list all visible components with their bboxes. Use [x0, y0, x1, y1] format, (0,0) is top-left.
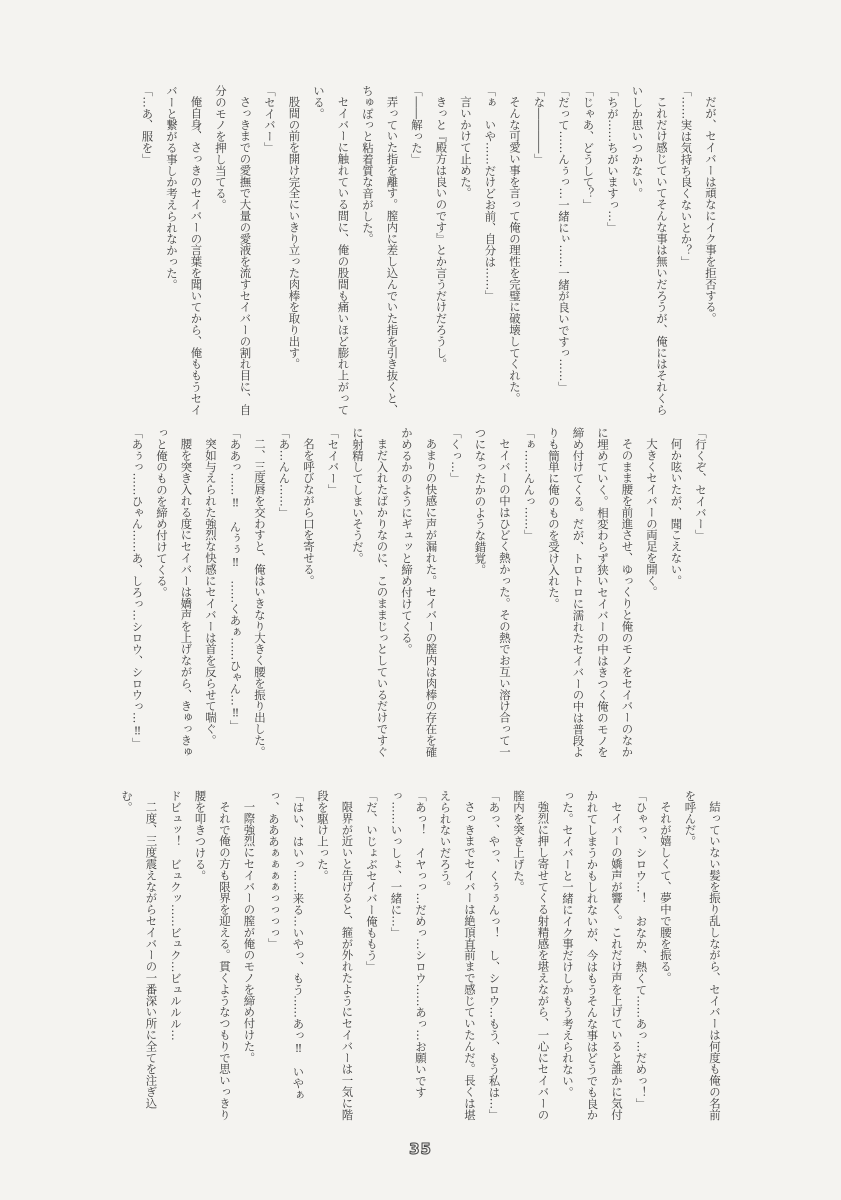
text-block-top [135, 85, 723, 417]
paragraph: 大きくセイバーの両足を開く。 [645, 438, 659, 598]
paragraph: 「くっ…」 [449, 427, 463, 484]
paragraph: 「セイバー」 [263, 85, 277, 154]
paragraph: さっきまでの愛撫で大量の愛液を流すセイバーの割れ目に、自分のモノを押し当てる。 [214, 85, 253, 416]
paragraph: 「じゃあ、どうして？」 [581, 85, 596, 211]
paragraph: セイバーに触れている間に、俺の股間も痛いほど膨れ上がっている。 [312, 85, 351, 416]
paragraph: 「な――――」 [532, 85, 547, 165]
paragraph: 「ああっ……‼ んぅぅ‼ ……くあぁ……ひゃん…‼」 [228, 427, 243, 732]
paragraph: あまりの快感に声が漏れた。セイバーの膣内は肉棒の存在を確かめるかのようにギュッと締め付けてくる。 [400, 427, 439, 758]
paragraph: 「ぁ いや……だけどお前、自分は……」 [483, 85, 498, 302]
paragraph: 腰を突き入れる度にセイバーは嬌声を上げながら、きゅっきゅっと俺のものを締め付けてくる。 [155, 427, 194, 758]
paragraph: これだけ感じていてそんな事は無いだろうが、俺にはそれくらいしか思いつかない。 [630, 85, 669, 416]
paragraph: 「はい、はいっ……来る…いやっ、もう……あっ‼ いやぁっ、あああぁぁぁぁっっっっ」 [267, 790, 306, 1101]
paragraph: 弄っていた指を離す。膣内に差し込んでいた指を引き抜くと、ちゅぽっと粘着質な音がした。 [361, 85, 400, 416]
paragraph: 「あ…んん……」 [277, 427, 292, 519]
paragraph: それで俺の方も限界を迎える。貫くようなつもりで思いっきり腰を叩きつける。 [193, 790, 232, 1121]
paragraph: だが、セイバーは頑なにイク事を拒否する。 [704, 96, 718, 325]
paragraph: 「セイバー」 [326, 427, 341, 496]
paragraph: 「だって……んぅっ…一緒にぃ……一緒が良いですっ……」 [557, 85, 571, 393]
paragraph: セイバーの嬌声が響く。これだけ声を上げていると誰かに気付かれてしまうかもしれないが、今はもうそんな事はどうでも良かった。セイバーと一緒にイク事だけしかもう考えられない。 [561, 790, 624, 1121]
page-number: 35 [409, 1140, 432, 1158]
paragraph: 言いかけて止めた。 [459, 96, 473, 199]
paragraph: 「……実は気持ち良くないとか？」 [679, 85, 694, 268]
paragraph: 強烈に押し寄せてくる射精感を堪えながら、一心にセイバーの膣内を突き上げた。 [512, 790, 551, 1121]
paragraph: それが嬉しくて、夢中で腰を振る。 [659, 801, 673, 984]
paragraph: 二、三度唇を交わすと、俺はいきなり大きく腰を振り出した。 [253, 438, 267, 758]
paragraph: まだ入れたばかりなのに、このままじっとしているだけですぐに射精してしまいそうだ。 [351, 427, 390, 758]
paragraph: 股間の前を開け完全にいきり立った肉棒を取り出す。 [287, 96, 302, 370]
paragraph: 「ぁ……んんっ……」 [522, 427, 537, 541]
paragraph: 「ひゃっ、シロウ…！ おなか、熱くて……あっ…だめっ！」 [634, 790, 649, 1110]
paragraph: 「――解った」 [410, 85, 424, 165]
paragraph: 「あっ、やっ、くぅぅんっ！ し、シロウ…もう、もう私は…」 [487, 790, 502, 1121]
paragraph: 名を呼びながら口を寄せる。 [302, 438, 316, 587]
paragraph: 「だ、いじょぶセイバー俺ももう」 [365, 790, 379, 973]
paragraph: セイバーの中はひどく熱かった。その熱でお互い溶け合って一つになったかのような錯覚。 [473, 427, 512, 758]
paragraph: 一際強烈にセイバーの膣が俺のモノを締め付けた。 [242, 801, 257, 1064]
paragraph: 「あっ！ イヤっっ…だめっ…シロウ……あっ…お願いですっ……いっしょ、一緒に…」 [389, 790, 428, 1098]
paragraph: 「ちが……ちがいますっ…」 [606, 85, 620, 234]
paragraph: 「あぅっ……ひゃん……あ、しろっ…シロウ、シロウっ…‼」 [130, 427, 145, 749]
paragraph: きっと『殿方は良いのです』とか言うだけだろうし。 [434, 96, 449, 370]
paragraph: 二度、三度震えながらセイバーの一番深い所に全てを注ぎ込む。 [120, 790, 159, 1110]
paragraph: 「…あ、服を」 [140, 85, 155, 165]
paragraph: そんな可愛い事を言って俺の理性を完璧に破壊してくれた。 [508, 96, 522, 405]
paragraph: 突如与えられた強烈な快感にセイバーは首を反らせて喘ぐ。 [204, 438, 218, 747]
text-block-middle [125, 427, 713, 759]
paragraph: 結っていない髪を振り乱しながら、セイバーは何度も俺の名前を呼んだ。 [683, 790, 722, 1121]
text-block-bottom [115, 790, 728, 1122]
paragraph: 限界が近いと告げると、箍が外れたようにセイバーは一気に階段を駆け上った。 [316, 790, 355, 1121]
paragraph: さっきまでセイバーは絶頂直前まで感じていたんだ。長くは堪えられないだろう。 [438, 790, 477, 1121]
paragraph: 何か呟いたが、聞こえない。 [669, 438, 684, 587]
paragraph: 俺自身、さっきのセイバーの言葉を聞いてから、俺ももうセイバーと繋がる事しか考えられなかった。 [165, 85, 204, 416]
paragraph: 「行くぞ、セイバー」 [694, 427, 708, 541]
paragraph: ドビュッ！ ビュクッ……ビュク…ビュルルル… [169, 790, 183, 1041]
paragraph: そのまま腰を前進させ、ゆっくりと俺のモノをセイバーのなかに埋めていく。相変わらず狭いセイバーの中はきつく俺のモノを締め付けてくる。だが、トロトロに濡れたセイバーの中は普段よりも簡単に俺のものを受け入れた。 [547, 427, 635, 758]
